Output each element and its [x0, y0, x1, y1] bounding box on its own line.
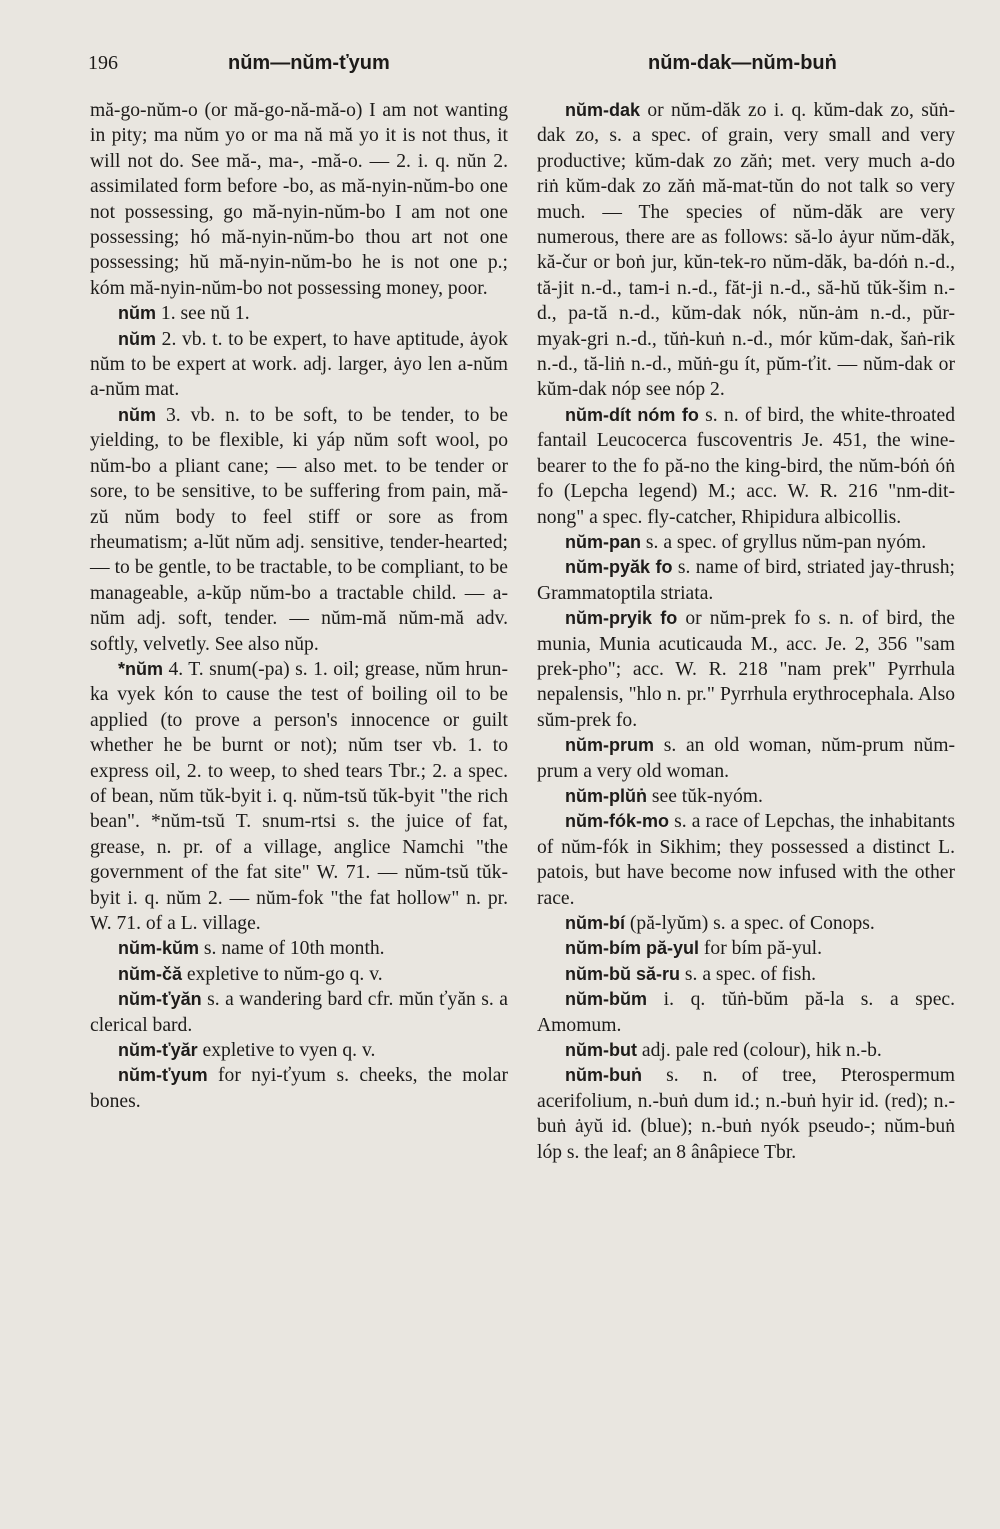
entry-text: s. a spec. of gryllus nŭm-pan nyóm. [645, 531, 927, 553]
entry-text: expletive to vyen q. v. [202, 1040, 376, 1062]
entry-text: 3. vb. n. to be soft, to be tender, to be yielding, to be flexible, ki yáp nŭm soft wool, po nŭm-bo a pliant cane; — also met. to be tender or sore, to be sensitive, to be suffering from pain, mă-zŭ nŭm body to feel stiff or sore as from rheumatism; a-lŭt nŭm adj. sensitive, tender-hearted; — to be gentle, to be tractable, to be compliant, to be manageable, a-kŭp nŭm-bo a tractable child. — a-nŭm adj. soft, tender. — nŭm-mă nŭm-mă adv. softly, velvetly. See also nŭp. [90, 404, 508, 655]
headword: *nŭm [118, 658, 163, 679]
dictionary-entry [537, 733, 955, 784]
headword: nŭm-prum [565, 735, 654, 756]
entry-text: or nŭm-dăk zo i. q. kŭm-dak zo, sŭṅ-dak zo, s. a spec. of grain, very small and very productive; kŭm-dak zo zăṅ; met. very much a-do riṅ kŭm-dak zo zăṅ mă-mat-tŭn do not talk so very much. — The species of nŭm-dăk are very numerous, there are as follows: să-lo ȧyur nŭm-dăk, kă-čur or boṅ jur, kŭn-tek-ro nŭm-dăk, ba-dóṅ n.-d., tă-jit n.-d., tam-i n.-d., făt-ji n.-d., să-hŭ tŭk-šim n.-d., pa-tă n.-d., kŭm-dak nók, nŭn-ȧm n.-d., pŭr-myak-gri n.-d., tŭṅ-kuṅ n.-d., mór kŭm-dak, šaṅ-rik n.-d., tă-liṅ n.-d., mŭṅ-gu ít, pŭm-ťit. — nŭm-dak or kŭm-dak nóp see nóp 2. [537, 100, 955, 401]
headword: nŭm-kŭm [118, 938, 199, 959]
headword: nŭm [118, 303, 156, 324]
entry-text: s. a spec. of fish. [684, 963, 817, 985]
entry-text: s. a race of Lepchas, the inhabitants of nŭm-fók in Sikhim; they possessed a distinct L. patois, but have become now infused with the other race. [537, 811, 955, 909]
entry-text: s. name of 10th month. [203, 938, 385, 960]
headword: nŭm-fók-mo [565, 811, 669, 832]
headword: nŭm-pan [565, 531, 641, 552]
dictionary-entry [537, 987, 955, 1038]
entry-text: for nyi-ťyum s. cheeks, the molar bones. [90, 1065, 508, 1112]
dictionary-entry [537, 1038, 955, 1063]
headword: nŭm-but [565, 1040, 637, 1061]
dictionary-entry [90, 987, 508, 1038]
entry-text: see tŭk-nyóm. [651, 785, 763, 807]
left-column [90, 98, 508, 1114]
headword: nŭm [118, 328, 156, 349]
entry-text: s. an old woman, nŭm-prum nŭm-prum a very old woman. [537, 735, 955, 782]
headword: nŭm-pryik fo [565, 608, 678, 629]
headword: nŭm-plŭṅ [565, 785, 647, 806]
dictionary-entry [537, 809, 955, 911]
entry-text: adj. pale red (colour), hik n.-b. [641, 1040, 882, 1062]
right-running-head: nŭm-dak—nŭm-buṅ [648, 52, 837, 74]
entry-text: 4. T. snum(-pa) s. 1. oil; grease, nŭm hrun-ka vyek kón to cause the test of boiling oil to be applied (to prove a person's innocence or guilt whether he be burnt or not); nŭm tser vb. 1. to express oil, 2. to weep, to shed tears Tbr.; 2. a spec. of bean, nŭm tŭk-byit i. q. nŭm-tsŭ tŭk-byit "the rich bean". *nŭm-tsŭ T. snum-rtsi s. the juice of fat, grease, n. pr. of a village, anglice Namchi "the government of the fat site" W. 71. — nŭm-tsŭ tŭk-byit i. q. nŭm 2. — nŭm-fok "the fat hollow" n. pr. W. 71. of a L. village. [90, 658, 508, 934]
headword: nŭm-dak [565, 100, 641, 120]
entry-text: s. a wandering bard cfr. mŭn ťyăn s. a clerical bard. [90, 989, 508, 1036]
running-header [88, 52, 948, 86]
headword: nŭm-dít nóm fo [565, 404, 699, 425]
headword: nŭm-pyăk fo [565, 557, 673, 578]
dictionary-entry [90, 657, 508, 936]
headword: nŭm-ťyăn [118, 989, 202, 1010]
entry-text: s. n. of tree, Pterospermum acerifolium, n.-buṅ dum id.; n.-buṅ hyir id. (red); n.-buṅ ȧyŭ id. (blue); n.-buṅ nyók pseudo-; nŭm-buṅ lóp s. the leaf; an 8 ânâpiece Tbr. [537, 1065, 955, 1163]
dictionary-entry [537, 606, 955, 733]
dictionary-entry [90, 1038, 508, 1063]
headword: nŭm-bŭm [565, 989, 647, 1010]
page-number: 196 [88, 52, 118, 74]
dictionary-entry [537, 911, 955, 936]
headword: nŭm-čă [118, 963, 183, 984]
headword: nŭm-bŭ să-ru [565, 963, 680, 984]
dictionary-entry [537, 98, 955, 403]
dictionary-entry [90, 327, 508, 403]
dictionary-entry [90, 403, 508, 657]
dictionary-entry [537, 936, 955, 961]
dictionary-entry [537, 962, 955, 987]
headword: nŭm-ťyum [118, 1065, 208, 1086]
dictionary-entry [90, 1063, 508, 1114]
dictionary-entry [537, 530, 955, 555]
dictionary-entry [90, 962, 508, 987]
headword: nŭm-buṅ [565, 1065, 642, 1086]
entry-text: mă-go-nŭm-o (or mă-go-nă-mă-o) I am not wanting in pity; ma nŭm yo or ma nă mă yo it is not thus, it will not do. See mă-, ma-, -mă-o. — 2. i. q. nŭn 2. assimilated form before -bo, as mă-nyin-nŭm-bo one not possessing, go mă-nyin-nŭm-bo I am not one possessing; hó mă-nyin-nŭm-bo thou art not one possessing; hŭ mă-nyin-nŭm-bo he is not one p.; kóm mă-nyin-nŭm-bo not possessing money, poor. [90, 100, 508, 299]
entry-text: or nŭm-prek fo s. n. of bird, the munia, Munia acuticauda M., acc. Je. 2, 356 "sam prek-pho"; acc. W. R. 218 "nam prek" Pyrrhula nepalensis, "hlo n. pr." Pyrrhula erythrocephala. Also sŭm-prek fo. [537, 608, 955, 731]
dictionary-entry [537, 555, 955, 606]
headword: nŭm [118, 404, 156, 425]
right-column [537, 98, 955, 1165]
left-running-head: nŭm—nŭm-ťyum [228, 52, 390, 74]
dictionary-entry [90, 936, 508, 961]
dictionary-entry [537, 1063, 955, 1165]
entry-text: expletive to nŭm-go q. v. [186, 963, 383, 985]
headword: nŭm-bím pă-yul [565, 938, 699, 959]
entry-text: i. q. tŭṅ-bŭm pă-la s. a spec. Amomum. [537, 989, 955, 1036]
dictionary-entry [90, 301, 508, 326]
entry-text: 2. vb. t. to be expert, to have aptitude, ȧyok nŭm to be expert at work. adj. larger, ȧyo len a-nŭm a-nŭm mat. [90, 328, 508, 401]
entry-text: (pă-lyŭm) s. a spec. of Conops. [629, 913, 875, 934]
entry-text: 1. see nŭ 1. [160, 303, 250, 325]
entry-text: s. name of bird, striated jay-thrush; Grammatoptila striata. [537, 557, 955, 604]
headword: nŭm-bí [565, 913, 625, 933]
entry-text: s. n. of bird, the white-throated fantail Leucocerca fuscoventris Je. 451, the wine-bearer to the fo pă-no the king-bird, the nŭm-bóṅ óṅ fo (Lepcha legend) M.; acc. W. R. 216 "nm-dit-nong" a spec. fly-catcher, Rhipidura albicollis. [537, 404, 955, 528]
dictionary-entry [537, 784, 955, 809]
entry-text: for bím pă-yul. [703, 938, 822, 960]
entry-continuation [90, 98, 508, 301]
dictionary-entry [537, 403, 955, 530]
headword: nŭm-ťyăr [118, 1040, 198, 1061]
